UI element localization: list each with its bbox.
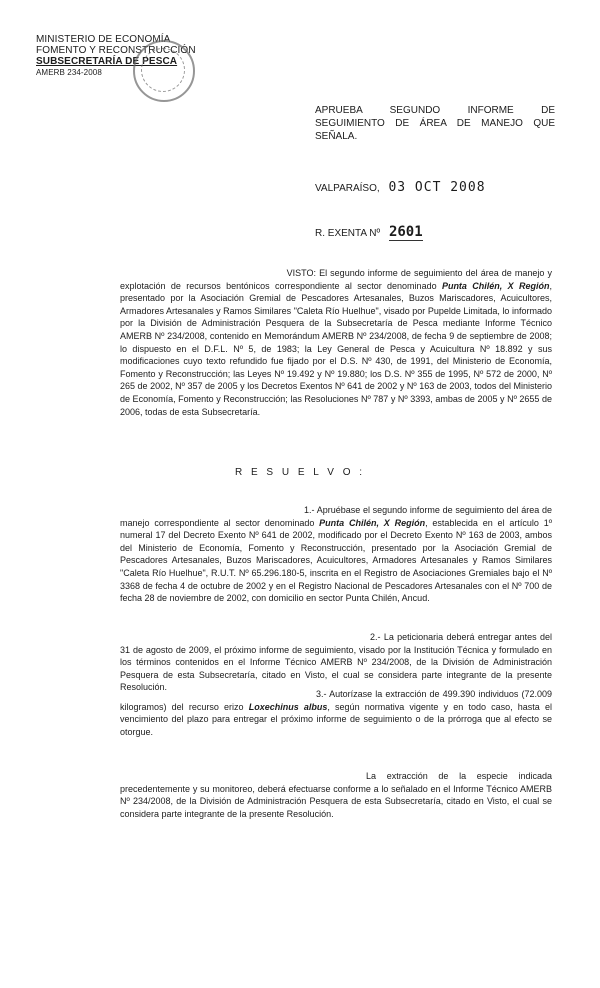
ministry-line-1: MINISTERIO DE ECONOMÍA xyxy=(36,34,171,45)
article-1-lead: 1.- Apruébase el segundo informe de seguimiento del área de manejo correspondiente al sector denominado xyxy=(120,505,552,528)
stamped-date: 03 OCT 2008 xyxy=(388,180,486,195)
title-line-1: APRUEBA SEGUNDO INFORME DE xyxy=(315,105,555,116)
official-stamp xyxy=(133,40,195,102)
visto-label: VISTO: xyxy=(286,268,316,278)
resolution-number-line xyxy=(315,224,423,241)
subsecretaria-line: SUBSECRETARÍA DE PESCA xyxy=(36,56,178,67)
article-3-rest: , según normativa vigente y en todo caso, hasta el vencimiento del plazo para entregar el próximo informe de seguimiento o de la prórroga que al efecto se otorgue. xyxy=(120,701,552,737)
article-2-text: 2.- La peticionaria deberá entregar antes del 31 de agosto de 2009, el próximo informe de seguimiento, visado por la Institución Técnica y formulado en los términos contenidos en el Informe Técnico AMERB Nº 234/2008, de la División de Administración Pesquera de esta Subsecretaría, citado en Visto, el cual se considera parte integrante de la presente Resolución. xyxy=(120,632,552,693)
article-3-species: Loxechinus albus xyxy=(248,701,328,712)
title-line-3: SEÑALA. xyxy=(315,131,358,142)
title-line-2: SEGUIMIENTO DE ÁREA DE MANEJO QUE xyxy=(315,118,555,129)
date-line xyxy=(315,180,486,195)
article-1-sector: Punta Chilén, X Región xyxy=(319,517,426,528)
article-2 xyxy=(120,631,552,694)
visto-sector: Punta Chilén, X Región xyxy=(441,280,550,291)
visto-text-2: , presentado por la Asociación Gremial de Pescadores Artesanales, Buzos Mariscadores, Acuicultores, Armadores Artesanales y Ramos Similares "Caleta Río Huelhue", visado por Pupelde Limitada, lo informado por la División de Administración Pesquera de la Subsecretaría de Pesca mediante Informe Técnico AMERB Nº 234/2008, contenido en Memorándum AMERB Nº 234/2008, de fecha 9 de septiembre de 2008; lo dispuesto en el D.F.L. Nº 5, de 1983; la Ley General de Pesca y Acuicultura Nº 18.892 y sus modificaciones cuyo texto refundido fue fijado por el D.S. Nº 430, de 1991, del Ministerio de Economía, Fomento y Reconstrucción; las Leyes Nº 19.492 y Nº 19.880; los D.S. Nº 355 de 1995, Nº 572 de 2000, Nº 265 de 2002, Nº 357 de 2005 y los Decretos Exentos Nº 641 de 2002 y Nº 163 de 2003, todos del Ministerio de Economía, Fomento y Reconstrucción; las Resoluciones Nº 787 y Nº 3393, ambas de 2005 y Nº 2655 de 2006, todas de esta Subsecretaría. xyxy=(120,280,552,417)
reference-code: AMERB 234-2008 xyxy=(36,68,102,77)
extraction-text: La extracción de la especie indicada precedentemente y su monitoreo, deberá efectuarse conforme a lo señalado en el Informe Técnico AMERB Nº 234/2008, de la División de Administración Pesquera de esta Subsecretaría, citado en Visto, el cual se considera parte integrante de la presente Resolución. xyxy=(120,771,552,819)
resolution-number: 2601 xyxy=(388,224,423,240)
city: VALPARAÍSO, xyxy=(315,183,380,194)
visto-text-1: El segundo informe de seguimiento del área de manejo y explotación de recursos bentónicos correspondiente al sector denominado xyxy=(120,268,552,291)
article-3-lead: 3.- Autorízase la extracción de 499.390 individuos (72.009 kilogramos) del recurso erizo xyxy=(120,689,552,712)
resolution-title xyxy=(315,104,555,143)
visto-paragraph xyxy=(120,267,552,418)
resuelvo-heading: R E S U E L V O : xyxy=(234,467,366,478)
article-3 xyxy=(120,688,552,738)
article-1-rest: , establecida en el artículo 1º numeral 17 del Decreto Exento Nº 641 de 2002, modificado por el Decreto Exento Nº 163 de 2003, ambos del Ministerio de Economía, Fomento y Reconstrucción, presentado por la Asociación Gremial de Pescadores Artesanales, Buzos Mariscadores, Acuicultores, Armadores Artesanales y Ramos Similares "Caleta Río Huelhue", R.U.T. Nº 65.296.180-5, inscrita en el Registro de Asociaciones Gremiales bajo el Nº 3368 de fecha 4 de octubre de 2002 y en el Registro Nacional de Pescadores Artesanales con el Nº 700 de fecha 28 de noviembre de 2002, con domicilio en sector Punta Chilén, Ancud. xyxy=(120,517,552,604)
extraction-paragraph xyxy=(120,770,552,820)
ministry-line-2: FOMENTO Y RECONSTRUCCIÓN xyxy=(36,45,196,56)
article-1 xyxy=(120,504,552,605)
resolution-label: R. EXENTA Nº xyxy=(315,228,381,239)
